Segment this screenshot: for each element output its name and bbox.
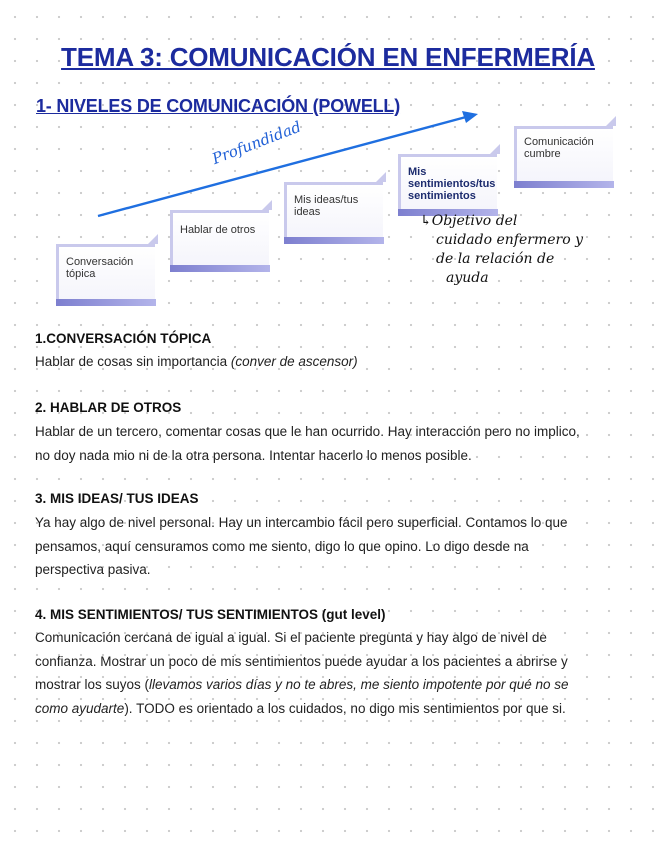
step-corner bbox=[490, 144, 500, 154]
section-heading: 4. MIS SENTIMIENTOS/ TUS SENTIMIENTOS (gut level) bbox=[35, 607, 386, 622]
powell-levels-diagram bbox=[0, 0, 656, 320]
step-hablar-de-otros bbox=[170, 210, 274, 270]
step-base bbox=[284, 237, 384, 244]
section-subtitle: 1- NIVELES DE COMUNICACIÓN (POWELL) bbox=[36, 96, 401, 116]
italic-text: como ayudarte bbox=[35, 700, 125, 716]
text-line bbox=[35, 673, 625, 697]
note-line: ayuda bbox=[446, 270, 489, 286]
section-text bbox=[35, 626, 625, 720]
section-text bbox=[35, 350, 625, 374]
step-base bbox=[56, 299, 156, 306]
step-label: Mis sentimientos/tus sentimientos bbox=[408, 166, 496, 202]
step-label: Conversación tópica bbox=[66, 256, 134, 280]
step-label: Comunicación cumbre bbox=[524, 136, 594, 160]
text-run: ). TODO es orientado a los cuidados, no digo mis sentimientos por que si. bbox=[124, 700, 566, 716]
text-run: mostrar los suyos ( bbox=[35, 677, 150, 692]
step-corner bbox=[606, 116, 616, 126]
depth-label: Profundidad bbox=[209, 117, 304, 168]
text-line bbox=[35, 697, 625, 721]
step-mis-sentimientos bbox=[398, 154, 502, 214]
step-comunicacion-cumbre bbox=[514, 126, 618, 186]
section-text bbox=[35, 420, 625, 467]
step-corner bbox=[148, 234, 158, 244]
italic-text: (conver de ascensor) bbox=[230, 354, 358, 369]
text-line: Ya hay algo de nivel personal. Hay un intercambio fácil pero superficial. Contamos lo que bbox=[35, 515, 568, 530]
step-mis-ideas bbox=[284, 182, 388, 242]
page-title: TEMA 3: COMUNICACIÓN EN ENFERMERÍA bbox=[61, 42, 595, 72]
note-line: ↳Objetivo del bbox=[420, 213, 518, 229]
text-line: pensamos, aquí censuramos como me siento, digo lo que opino. Lo digo desde na bbox=[35, 538, 529, 554]
step-label: Mis ideas/tus ideas bbox=[294, 194, 359, 218]
text-line: Comunicación cercana de igual a igual. Si el paciente pregunta y hay algo de nivel de bbox=[35, 630, 547, 645]
text-line: perspectiva pasiva. bbox=[35, 562, 151, 577]
section-text bbox=[35, 511, 625, 582]
step-face bbox=[170, 210, 269, 269]
text-run: Hablar de cosas sin importancia bbox=[35, 354, 231, 369]
text-line: confianza. Mostrar un poco de mis sentimientos puede ayudar a los pacientes a abrirse y bbox=[35, 653, 568, 669]
step-conversacion-topica bbox=[56, 244, 160, 304]
text-line: Hablar de un tercero, comentar cosas que le han ocurrido. Hay interacción pero no implico, bbox=[35, 424, 580, 439]
step-label: Hablar de otros bbox=[180, 224, 256, 236]
section-heading: 3. MIS IDEAS/ TUS IDEAS bbox=[35, 491, 199, 506]
handwritten-note bbox=[420, 212, 620, 288]
step-base bbox=[170, 265, 270, 272]
step-corner bbox=[376, 172, 386, 182]
italic-text: llevamos varios días y no te abres, me siento impotente por qué no se bbox=[149, 677, 569, 692]
note-line: cuidado enfermero y bbox=[436, 232, 583, 248]
note-line: de la relación de bbox=[436, 251, 555, 267]
section-heading: 1.CONVERSACIÓN TÓPICA bbox=[35, 331, 212, 346]
step-corner bbox=[262, 200, 272, 210]
section-heading: 2. HABLAR DE OTROS bbox=[35, 400, 182, 415]
step-base bbox=[514, 181, 614, 188]
text-line: no doy nada mio ni de la otra persona. Intentar hacerlo lo menos posible. bbox=[35, 447, 472, 463]
